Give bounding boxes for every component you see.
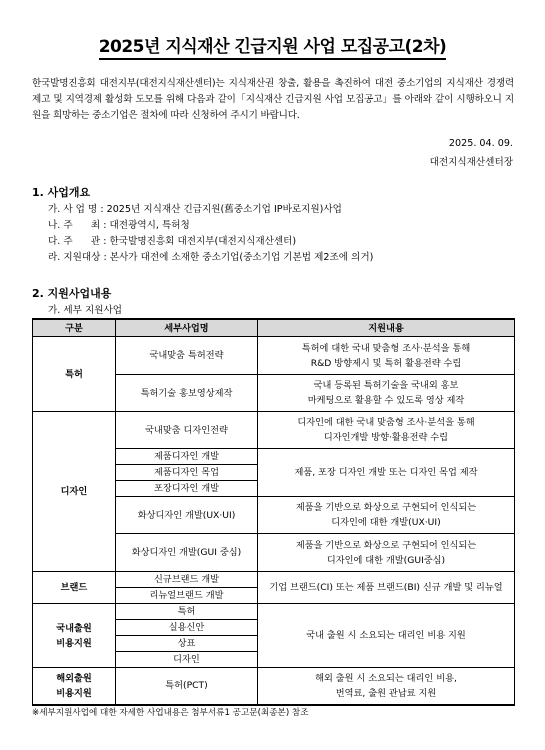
issuing-organization: 대전지식재산센터장 — [429, 157, 513, 168]
category-brand: 브랜드 — [33, 572, 116, 604]
table-header-row — [33, 319, 515, 337]
support-content: 국내 출원 시 소요되는 대리인 비용 지원 — [258, 604, 515, 668]
section-2-subheading: 가. 세부 지원사업 — [48, 305, 123, 316]
section-2-heading: 2. 지원사업내용 — [32, 287, 112, 300]
program-name: 신규브랜드 개발 — [116, 572, 258, 588]
support-content: 특허에 대한 국내 맞춤형 조사·분석을 통해 R&D 방향제시 및 특허 활용전략 수립 — [258, 337, 515, 375]
program-name: 특허(PCT) — [116, 668, 258, 705]
overview-item-target: 라. 지원대상 : 본사가 대전에 소재한 중소기업(중소기업 기본법 제2조에 의거) — [48, 252, 374, 263]
category-domestic-filing: 국내출원 비용지원 — [33, 604, 116, 668]
program-name: 리뉴얼브랜드 개발 — [116, 588, 258, 604]
program-name: 국내맞춤 디자인전략 — [116, 412, 258, 449]
overview-item-host: 나. 주 최 : 대전광역시, 특허청 — [48, 220, 190, 231]
program-name: 국내맞춤 특허전략 — [116, 337, 258, 375]
category-patent: 특허 — [33, 337, 116, 412]
program-name: 특허기술 홍보영상제작 — [116, 375, 258, 412]
program-name: 제품디자인 목업 — [116, 465, 258, 481]
program-name: 실용신안 — [116, 620, 258, 636]
footnote: ※세부지원사업에 대한 자세한 사업내용은 첨부서류1 공고문(최종본) 참조 — [32, 708, 309, 718]
category-design: 디자인 — [33, 412, 116, 572]
announcement-date: 2025. 04. 09. — [448, 138, 513, 149]
category-overseas-filing: 해외출원 비용지원 — [33, 668, 116, 705]
support-content: 제품을 기반으로 화상으로 구현되어 인식되는 디자인에 대한 개발(GUI중심) — [258, 534, 515, 572]
overview-item-organizer: 다. 주 관 : 한국발명진흥회 대전지부(대전지식재산센터) — [48, 236, 297, 247]
table-row — [33, 337, 515, 375]
table-row — [33, 572, 515, 588]
support-content: 국내 등록된 특허기술을 국내외 홍보 마케팅으로 활용할 수 있도록 영상 제작 — [258, 375, 515, 412]
support-content: 해외 출원 시 소요되는 대리인 비용, 번역료, 출원 관납료 지원 — [258, 668, 515, 705]
support-content: 기업 브랜드(CI) 또는 제품 브랜드(BI) 신규 개발 및 리뉴얼 — [258, 572, 515, 604]
program-name: 상표 — [116, 636, 258, 652]
header-program-name: 세부사업명 — [116, 319, 258, 337]
support-content: 디자인에 대한 국내 맞춤형 조사·분석을 통해 디자인개발 방향·활용전략 수립 — [258, 412, 515, 449]
header-category: 구분 — [33, 319, 116, 337]
table-row — [33, 412, 515, 449]
support-program-table — [32, 318, 515, 706]
program-name: 디자인 — [116, 652, 258, 668]
program-name: 화상디자인 개발(UX·UI) — [116, 497, 258, 534]
program-name: 포장디자인 개발 — [116, 481, 258, 497]
support-content: 제품을 기반으로 화상으로 구현되어 인식되는 디자인에 대한 개발(UX·UI) — [258, 497, 515, 534]
program-name: 화상디자인 개발(GUI 중심) — [116, 534, 258, 572]
program-name: 제품디자인 개발 — [116, 449, 258, 465]
page-title: 2025년 지식재산 긴급지원 사업 모집공고(2차) — [0, 32, 545, 57]
table-row — [33, 668, 515, 705]
support-content: 제품, 포장 디자인 개발 또는 디자인 목업 제작 — [258, 449, 515, 497]
header-support-content: 지원내용 — [258, 319, 515, 337]
overview-item-name: 가. 사 업 명 : 2025년 지식재산 긴급지원(舊중소기업 IP바로지원)사업 — [48, 204, 342, 215]
section-1-heading: 1. 사업개요 — [32, 186, 91, 199]
table-row — [33, 604, 515, 620]
program-name: 특허 — [116, 604, 258, 620]
intro-paragraph: 한국발명진흥회 대전지부(대전지식재산센터)는 지식재산권 창출, 활용을 촉진하여 대전 중소기업의 지식재산 경쟁력 제고 및 지역경제 활성화 도모를 위해 다음과 같이「지식재산 긴급지원 사업 모집공고」를 아래와 같이 시행하오니 지원을 희망하는 중소기업은 절차에 따라 신청하여 주시기 바랍니다. — [32, 78, 514, 121]
